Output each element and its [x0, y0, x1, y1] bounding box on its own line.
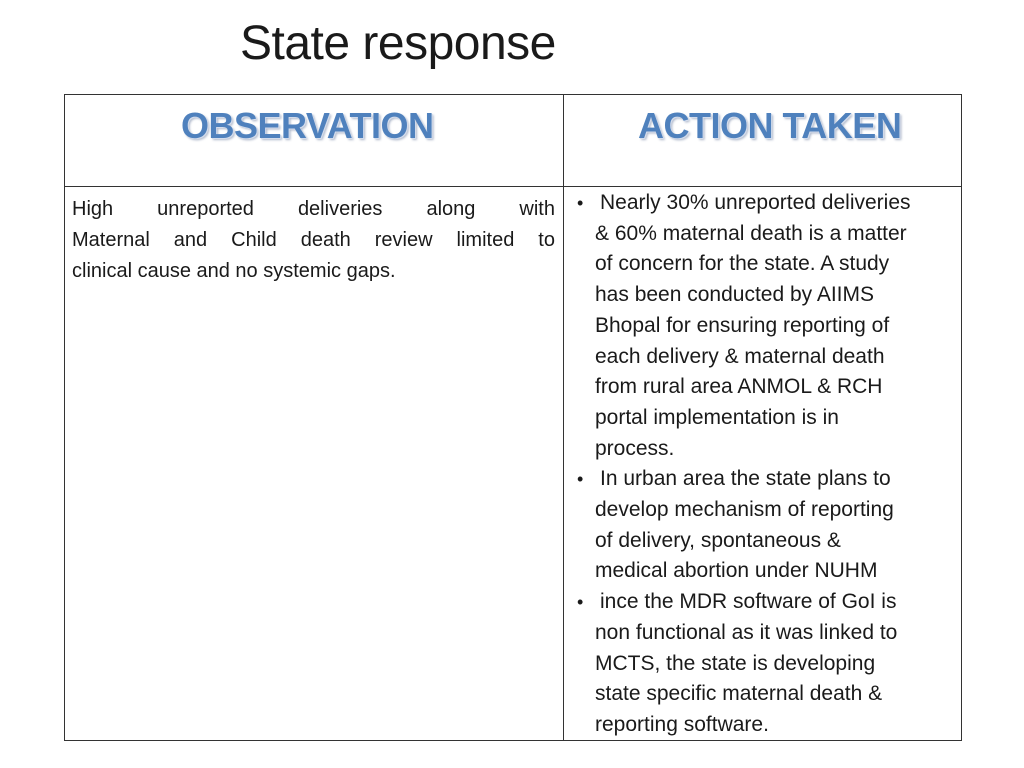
- action-line: Bhopal for ensuring reporting of: [595, 313, 890, 337]
- action-line: In urban area the state plans to: [600, 467, 891, 491]
- action-item: [577, 188, 961, 464]
- action-line: portal implementation is in: [595, 405, 839, 429]
- bullet-icon: •: [577, 193, 584, 213]
- observation-line: High unreported deliveries along with: [72, 198, 555, 220]
- action-line: & 60% maternal death is a matter: [595, 221, 907, 245]
- observation-cell: [72, 194, 555, 287]
- action-item: [577, 587, 961, 741]
- column-divider: [563, 95, 564, 740]
- action-line: Nearly 30% unreported deliveries: [600, 191, 911, 214]
- action-line: process.: [595, 436, 675, 460]
- observation-header: OBSERVATION: [181, 105, 434, 146]
- action-taken-list: [577, 188, 961, 741]
- action-line: of delivery, spontaneous &: [595, 528, 841, 552]
- action-line: state specific maternal death &: [595, 682, 883, 706]
- action-line: reporting software.: [595, 712, 769, 736]
- action-line: medical abortion under NUHM: [595, 559, 878, 583]
- bullet-icon: •: [577, 469, 584, 490]
- observation-line: Maternal and Child death review limited to: [72, 229, 555, 251]
- action-line: develop mechanism of reporting: [595, 498, 894, 522]
- action-line: from rural area ANMOL & RCH: [595, 375, 883, 399]
- action-item: [577, 464, 961, 587]
- action-line: of concern for the state. A study: [595, 252, 890, 276]
- action-line: each delivery & maternal death: [595, 344, 885, 368]
- action-line: non functional as it was linked to: [595, 620, 898, 644]
- action-taken-header: ACTION TAKEN: [638, 105, 902, 146]
- bullet-icon: •: [577, 592, 584, 613]
- action-line: MCTS, the state is developing: [595, 651, 876, 675]
- action-line: has been conducted by AIIMS: [595, 283, 875, 307]
- page-title: State response: [240, 17, 556, 70]
- response-table: [64, 94, 962, 741]
- header-divider: [65, 186, 961, 187]
- observation-line: clinical cause and no systemic gaps.: [72, 260, 396, 282]
- action-line: ince the MDR software of GoI is: [600, 590, 897, 614]
